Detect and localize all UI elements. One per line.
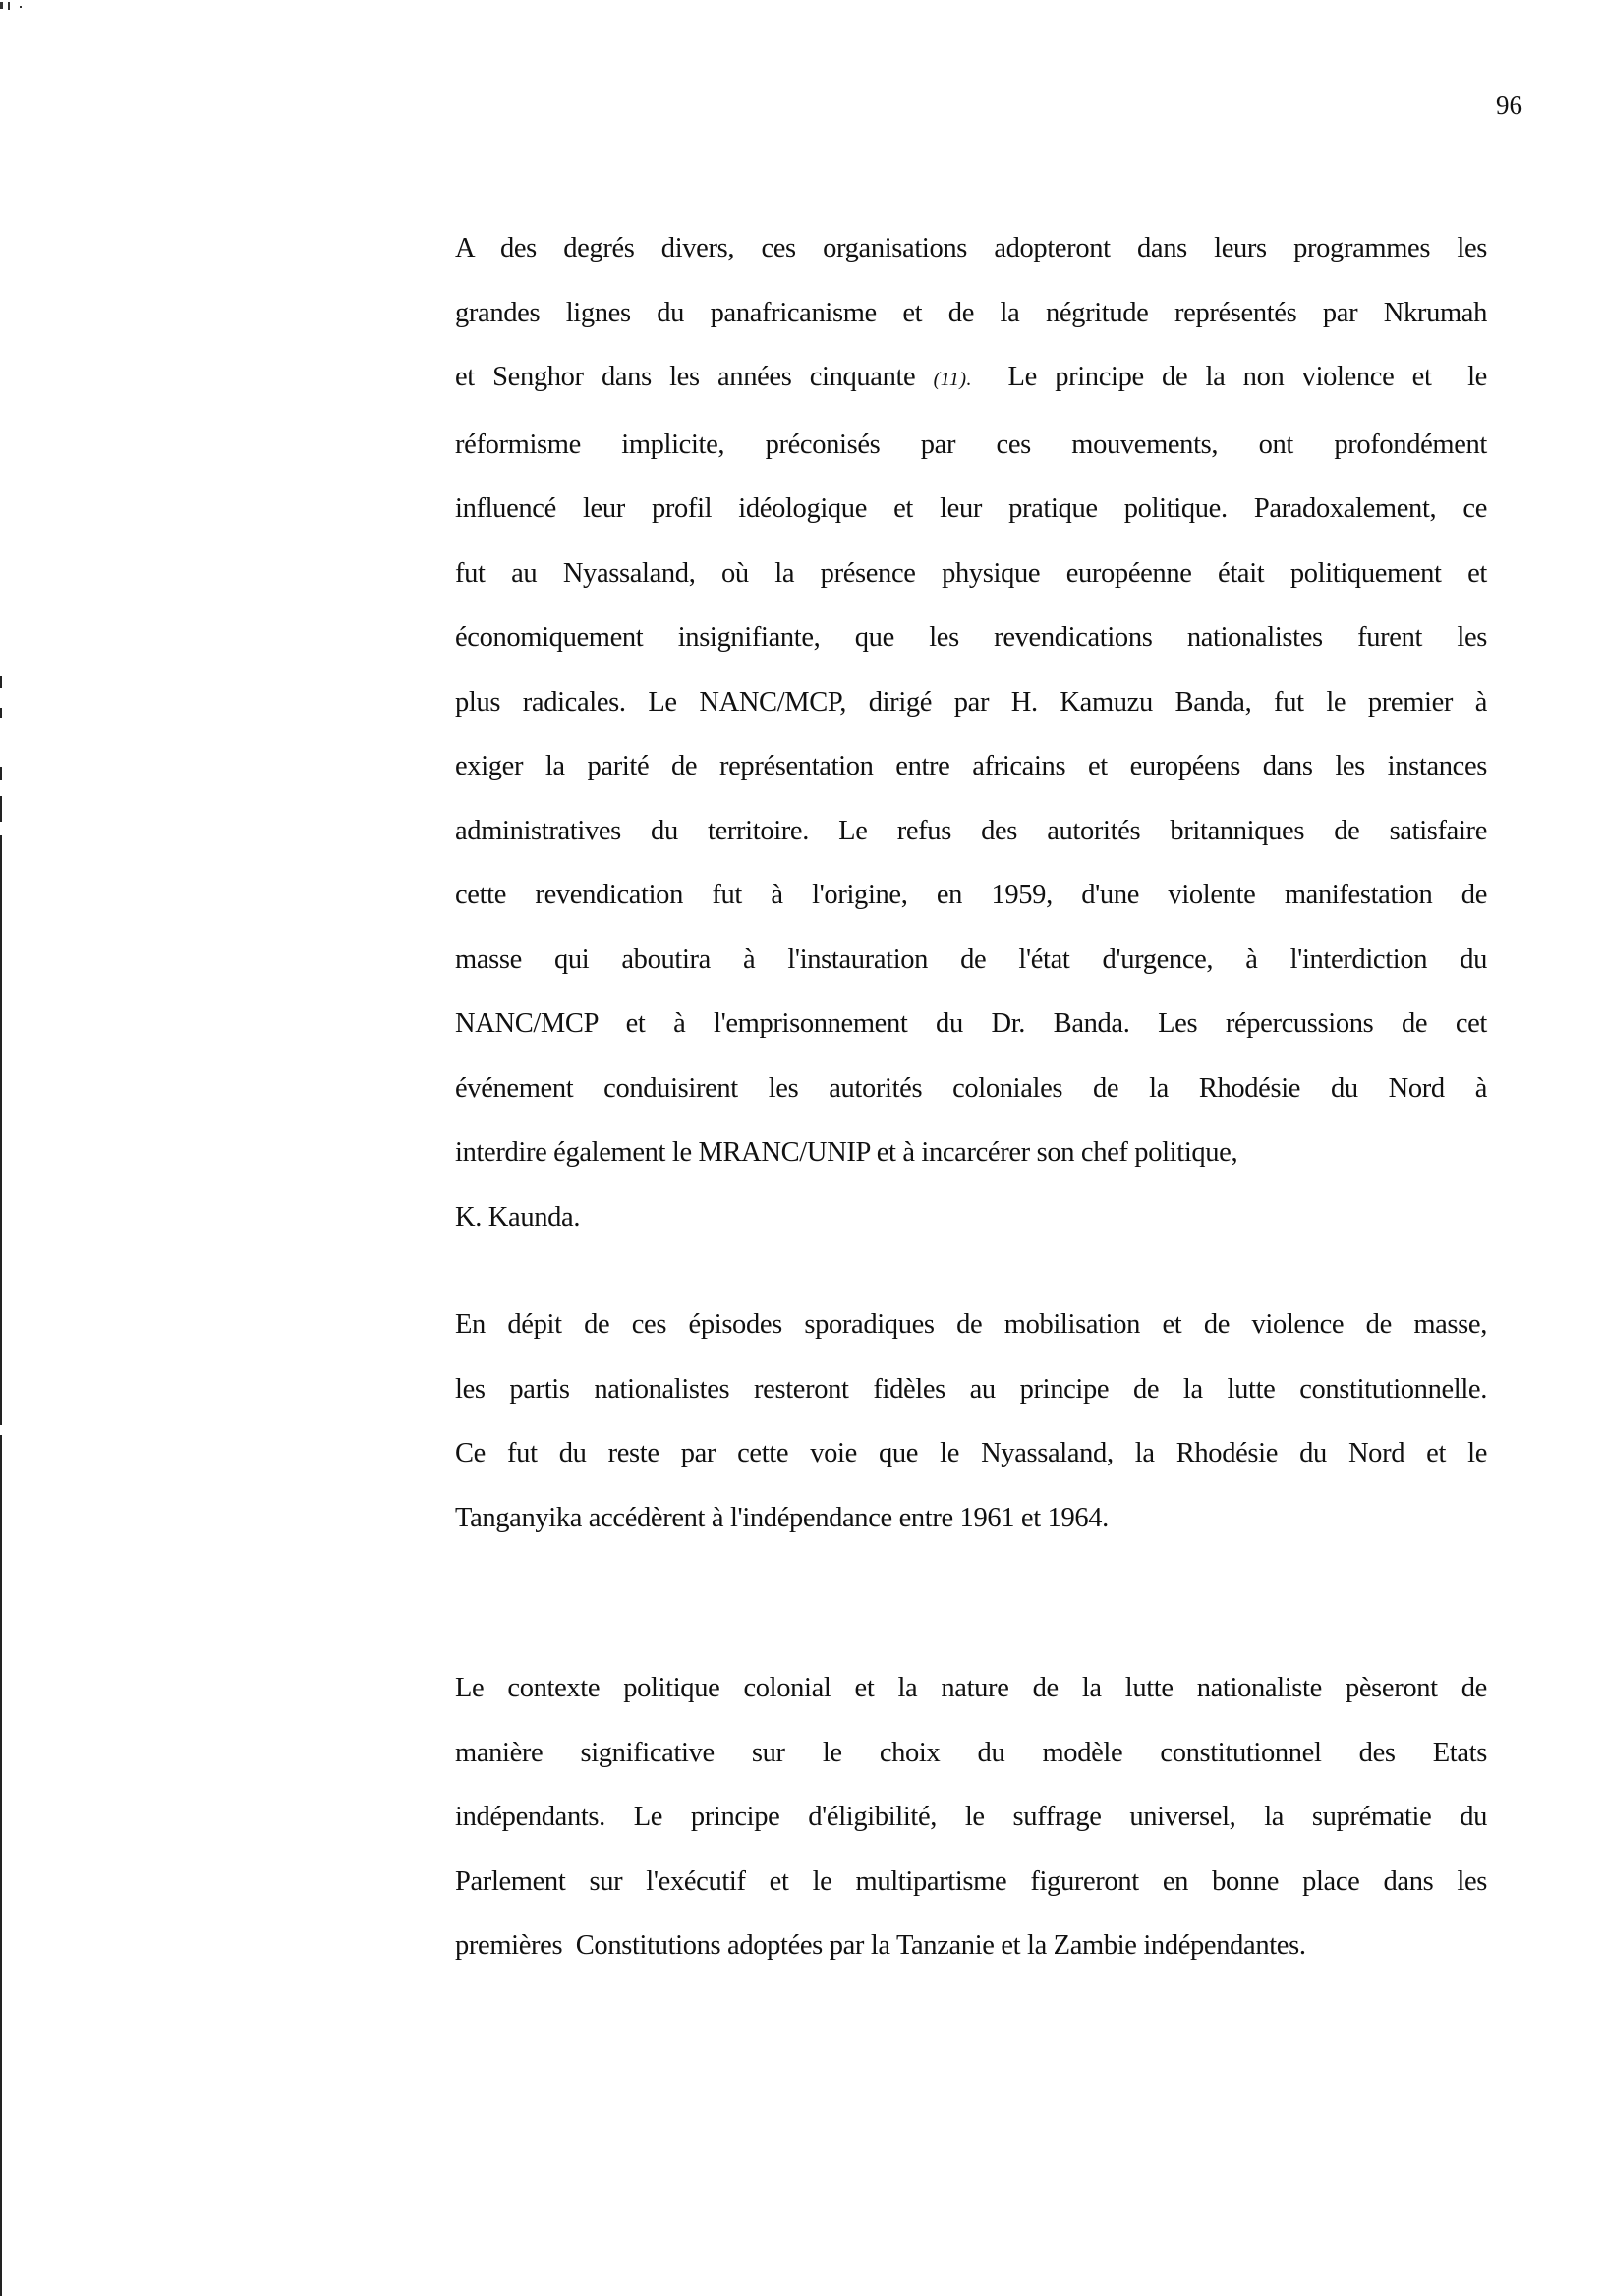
scan-edge-left (0, 796, 2, 822)
text-segment: Le principe de la non violence et le (971, 362, 1487, 392)
page-number: 96 (1496, 90, 1522, 120)
scan-edge-left (0, 1435, 2, 2296)
text-line: économiquement insignifiante, que les revendications nationalistes furent les (455, 622, 1487, 653)
text-line: Le contexte politique colonial et la nature de la lutte nationaliste pèseront de (455, 1673, 1487, 1703)
text-line: administratives du territoire. Le refus des autorités britanniques de satisfaire (455, 815, 1487, 846)
text-line: premières Constitutions adoptées par la Tanzanie et la Zambie indépendantes. (455, 1930, 1306, 1961)
text-line: A des degrés divers, ces organisations adopteront dans leurs programmes les (455, 233, 1487, 263)
text-line: En dépit de ces épisodes sporadiques de mobilisation et de violence de masse, (455, 1309, 1487, 1340)
text-line: les partis nationalistes resteront fidèles au principe de la lutte constitutionnelle. (455, 1373, 1487, 1405)
text-line: Ce fut du reste par cette voie que le Nyassaland, la Rhodésie du Nord et le (455, 1438, 1487, 1468)
text-line: masse qui aboutira à l'instauration de l'état d'urgence, à l'interdiction du (455, 944, 1487, 975)
text-line: grandes lignes du panafricanisme et de la négritude représentés par Nkrumah (455, 297, 1487, 328)
footnote-reference: (11). (933, 369, 972, 390)
scan-edge-left (0, 767, 2, 780)
scan-artifact-top-left (0, 2, 3, 9)
scan-artifact-top-left (8, 2, 10, 10)
paragraph-1 (455, 216, 1487, 1249)
paragraph-3 (455, 1656, 1487, 1979)
text-line: indépendants. Le principe d'éligibilité, le suffrage universel, la suprématie du (455, 1802, 1487, 1832)
text-line: Tanganyika accédèrent à l'indépendance entre 1961 et 1964. (455, 1502, 1109, 1533)
scan-artifact-top-left (20, 6, 22, 8)
text-line: cette revendication fut à l'origine, en 1959, d'une violente manifestation de (455, 880, 1487, 910)
text-line: fut au Nyassaland, où la présence physique européenne était politiquement et (455, 557, 1487, 589)
paragraph-2 (455, 1292, 1487, 1550)
scan-edge-left (0, 835, 2, 1425)
text-segment: et Senghor dans les années cinquante (455, 362, 934, 392)
text-line: réformisme implicite, préconisés par ces mouvements, ont profondément (455, 429, 1487, 460)
text-line: K. Kaunda. (455, 1201, 581, 1233)
text-line: exiger la parité de représentation entre africains et européens dans les instances (455, 751, 1487, 781)
text-line: événement conduisirent les autorités coloniales de la Rhodésie du Nord à (455, 1072, 1487, 1104)
text-line: manière significative sur le choix du modèle constitutionnel des Etats (455, 1737, 1487, 1768)
text-line: interdire également le MRANC/UNIP et à incarcérer son chef politique, (455, 1137, 1238, 1168)
scan-edge-left (0, 676, 2, 688)
scan-edge-left (0, 708, 2, 718)
text-line: influencé leur profil idéologique et leur pratique politique. Paradoxalement, ce (455, 493, 1487, 524)
text-line: NANC/MCP et à l'emprisonnement du Dr. Banda. Les répercussions de cet (455, 1008, 1487, 1039)
text-line: plus radicales. Le NANC/MCP, dirigé par H. Kamuzu Banda, fut le premier à (455, 686, 1487, 718)
text-line: Parlement sur l'exécutif et le multipartisme figureront en bonne place dans les (455, 1866, 1487, 1897)
text-line (455, 345, 1487, 413)
